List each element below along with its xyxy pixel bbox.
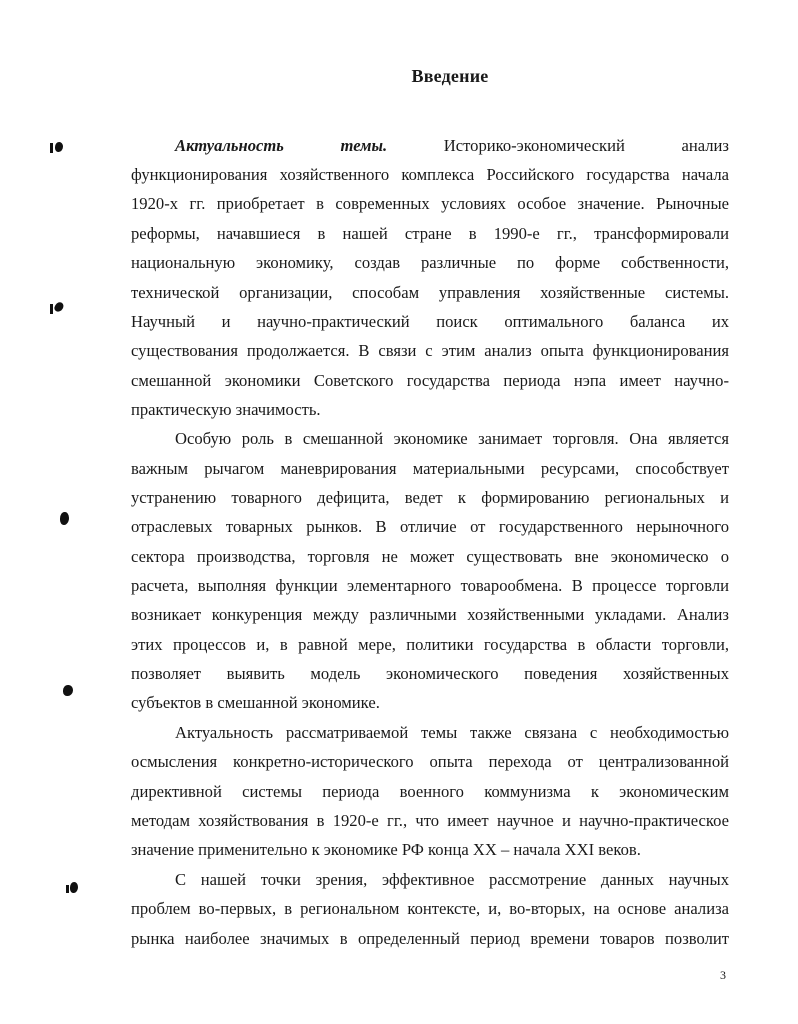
text-line: субъектов в смешанной экономике. [131,693,380,712]
text-line: позволяет выявить модель экономического поведения хозяйственных [131,664,729,683]
scan-mark [55,142,63,152]
heading-word-2: темы. [340,136,388,155]
text-line-first [175,136,729,156]
text-line: этих процессов и, в равной мере, политики государства в области торговли, [131,635,729,654]
text-line: функционирования хозяйственного комплекса Российского государства начала [131,165,729,184]
text-line: важным рычагом маневрирования материальными ресурсами, способствует [131,459,729,478]
text-line: реформы, начавшиеся в нашей стране в 1990-е гг., трансформировали [131,224,729,243]
text-line: возникает конкуренция между различными хозяйственными укладами. Анализ [131,605,729,624]
text-line: существования продолжается. В связи с этим анализ опыта функционирования [131,341,729,360]
text-line: Особую роль в смешанной экономике занимает торговля. Она является [175,429,729,448]
page-number: 3 [720,968,726,982]
text-line: национальную экономику, создав различные по форме собственности, [131,253,729,272]
text-line: Актуальность рассматриваемой темы также связана с необходимостью [175,723,729,742]
text-line: Научный и научно-практический поиск оптимального баланса их [131,312,729,331]
text-line: осмысления конкретно-исторического опыта перехода от централизованной [131,752,729,771]
text-line: проблем во-первых, в региональном контексте, и, во-вторых, на основе анализа [131,899,729,918]
text-line: С нашей точки зрения, эффективное рассмотрение данных научных [175,870,729,889]
text-line: 1920-х гг. приобретает в современных условиях особое значение. Рыночные [131,194,729,213]
text-line: сектора производства, торговля не может существовать вне экономическо о [131,547,729,566]
text-line: расчета, выполняя функции элементарного товарообмена. В процессе торговли [131,576,729,595]
scan-mark [60,512,69,525]
heading-rest-2: анализ [681,136,729,155]
scan-mark [50,304,53,314]
text-line: устранению товарного дефицита, ведет к формированию региональных и [131,488,729,507]
heading-word-1: Актуальность [175,136,284,155]
scan-mark [50,143,53,153]
heading-rest-1: Историко-экономический [443,136,625,155]
text-line: практическую значимость. [131,400,321,419]
text-line: рынка наиболее значимых в определенный период времени товаров позволит [131,929,729,948]
text-line: директивной системы периода военного коммунизма к экономическим [131,782,729,801]
scan-mark [66,885,69,893]
text-line: технической организации, способам управления хозяйственные системы. [131,283,729,302]
text-line: смешанной экономики Советского государства периода нэпа имеет научно- [131,371,729,390]
text-line: методам хозяйствования в 1920-е гг., что имеет научное и научно-практическое [131,811,729,830]
scan-mark [63,685,73,696]
page-title: Введение [411,66,489,86]
text-line: значение применительно к экономике РФ конца XX – начала XXI веков. [131,840,641,859]
scan-mark [53,301,65,314]
text-line: отраслевых товарных рынков. В отличие от государственного нерыночного [131,517,729,536]
scan-mark [70,882,78,893]
